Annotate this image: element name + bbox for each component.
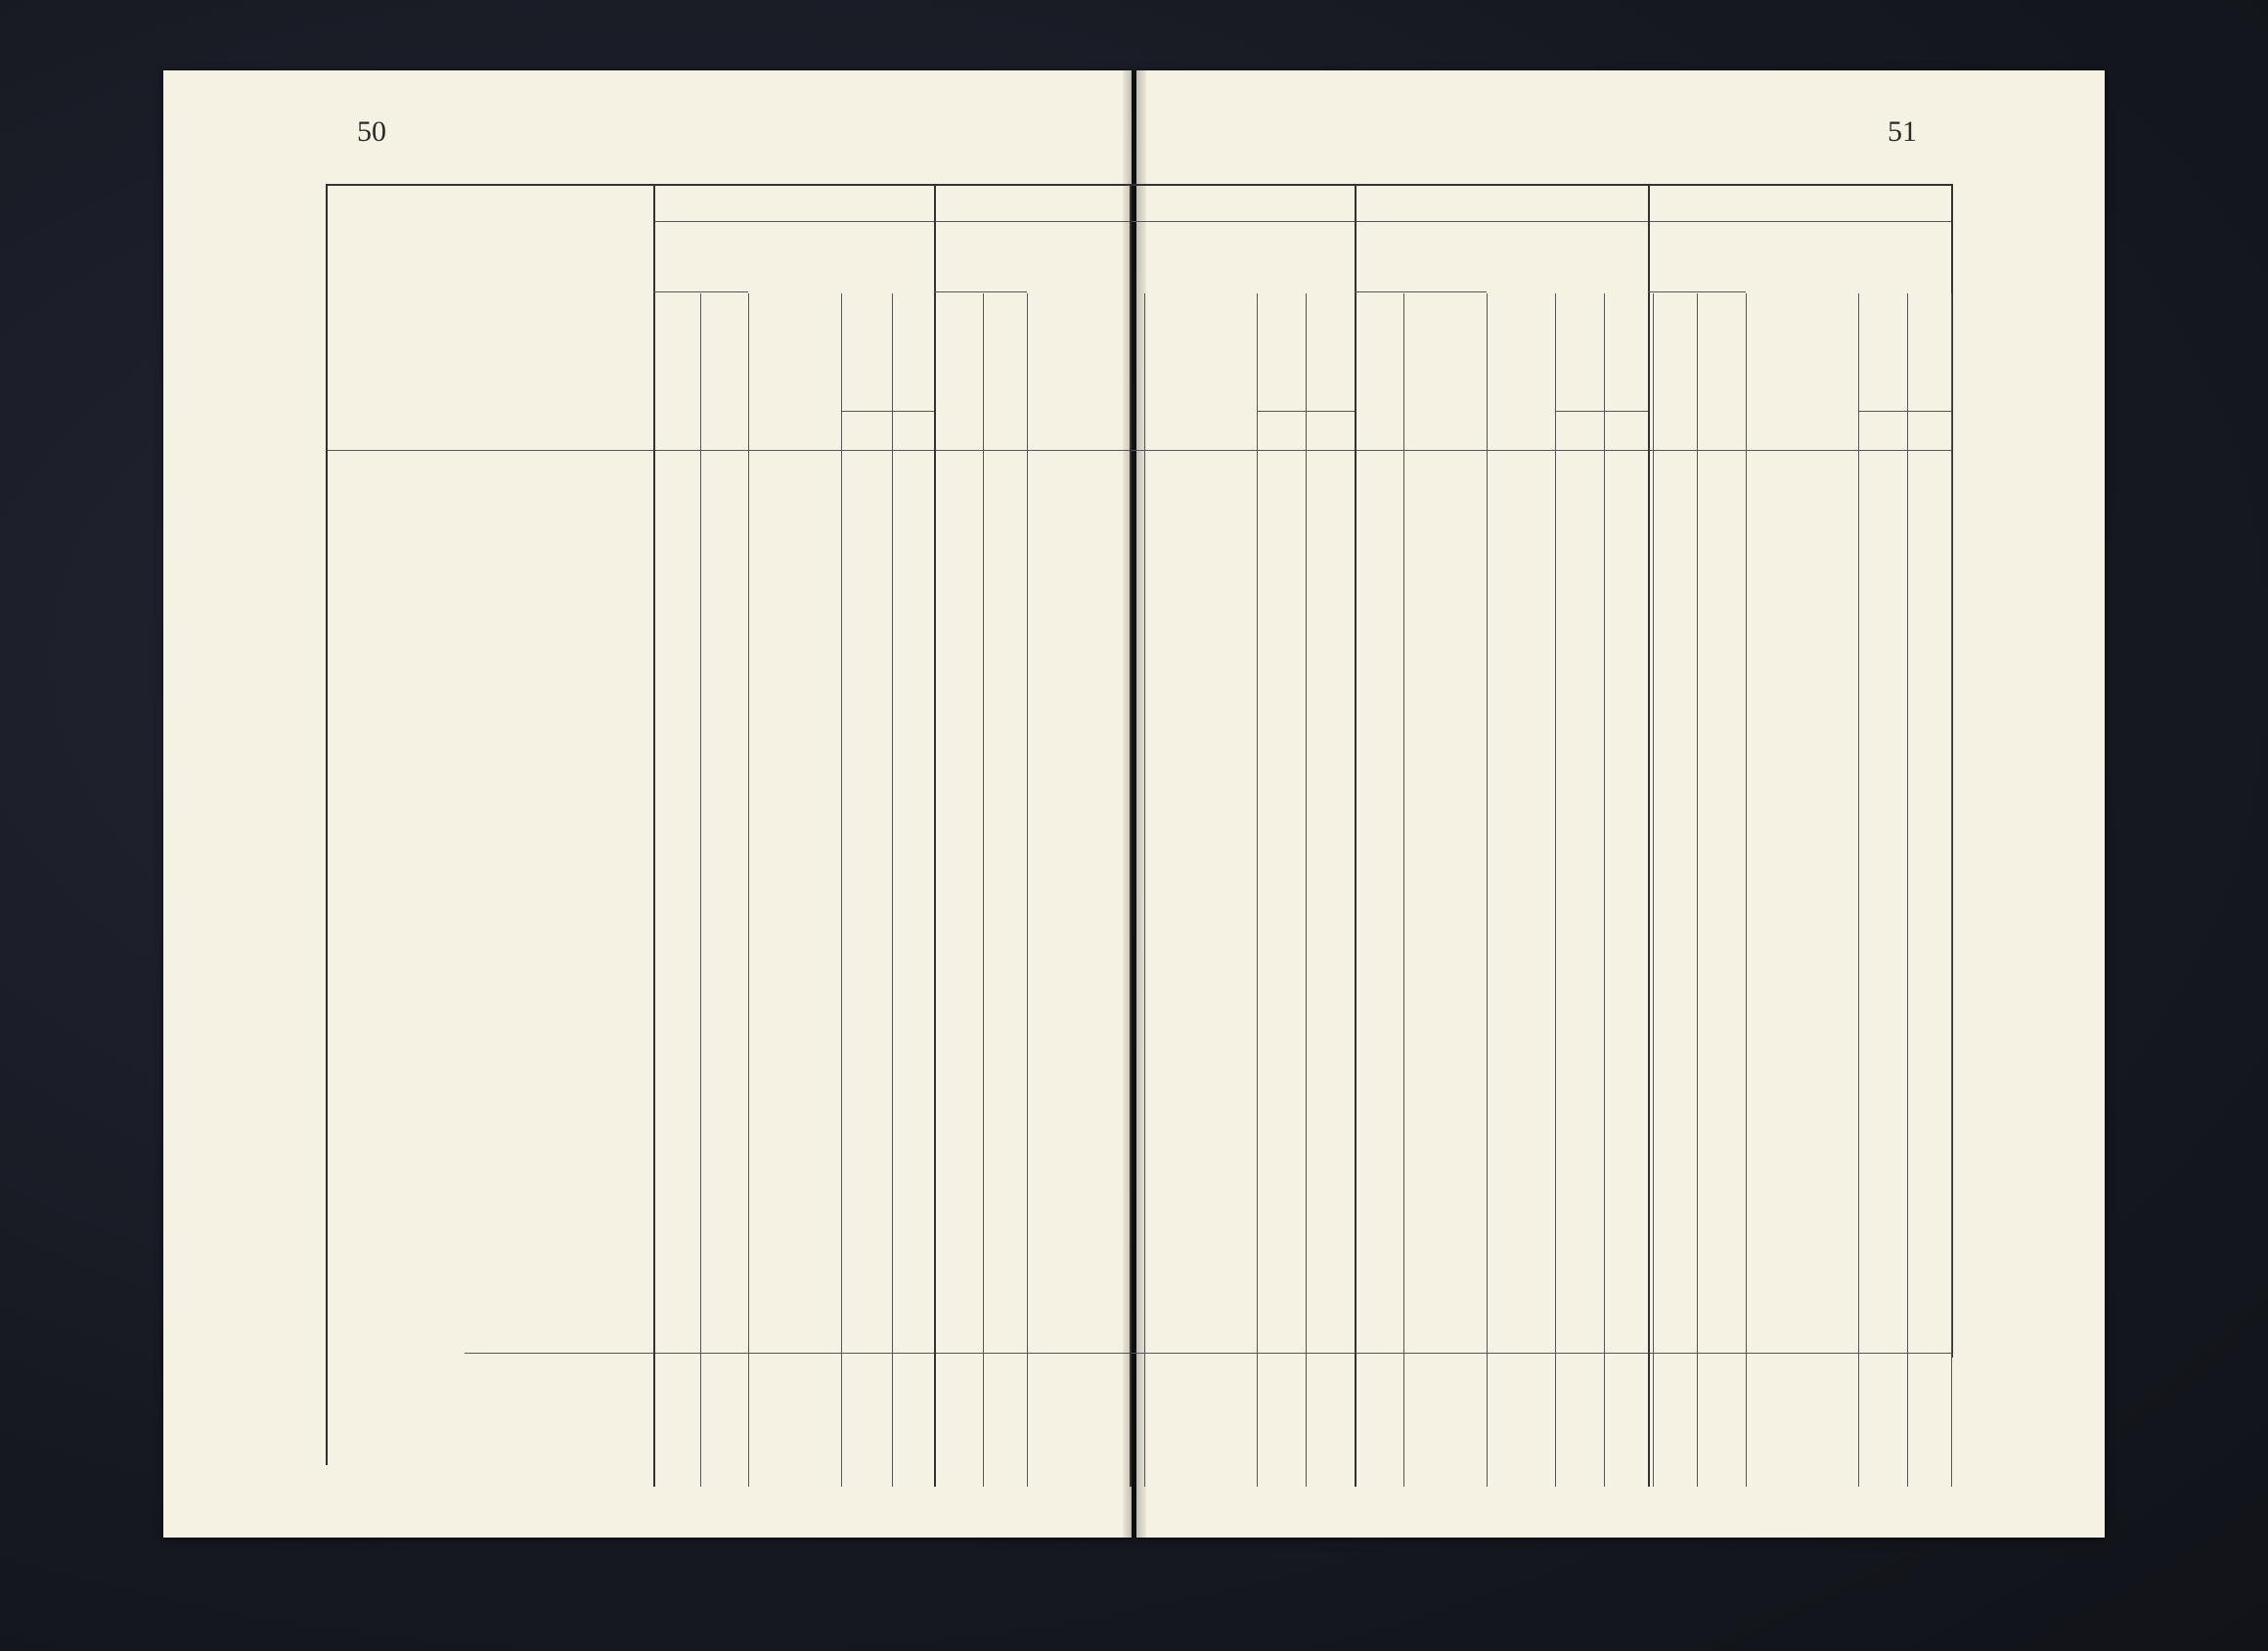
column-divider [1951,293,1952,1487]
column-divider [1487,293,1488,1487]
mf-rule [1257,411,1355,412]
group-divider [1648,184,1650,1487]
sub-rule [653,291,748,292]
header-bottom-rule [326,450,1951,451]
column-divider [892,293,893,1487]
column-divider [1306,293,1307,1487]
mf-rule [1858,411,1951,412]
right-page-number: 51 [1888,115,1917,148]
sub-rule [1355,291,1487,292]
column-divider [1555,293,1556,1487]
column-divider [700,293,701,1487]
sub-rule [934,291,1027,292]
column-divider [653,184,655,1487]
column-divider [1697,293,1698,1487]
left-page-number: 50 [357,115,386,148]
right-page [1136,70,2105,1538]
column-divider [1604,293,1605,1487]
mf-rule [841,411,934,412]
column-divider [1858,293,1859,1487]
column-divider [1907,293,1908,1487]
column-divider [1746,293,1747,1487]
sub-rule [1648,291,1746,292]
total-rule [465,1353,1951,1354]
column-divider [841,293,842,1487]
left-page [163,70,1132,1538]
column-divider [748,293,749,1487]
group-header-rule [653,221,1951,222]
group-divider [1130,184,1132,1487]
column-divider [1257,293,1258,1487]
column-divider [1653,293,1654,1487]
mf-rule [1555,411,1648,412]
column-divider [1144,293,1145,1487]
column-divider [1027,293,1028,1487]
table-left-border [326,184,328,1465]
column-divider [983,293,984,1487]
group-divider [934,184,936,1487]
group-divider [1355,184,1356,1487]
column-divider [1403,293,1404,1487]
table-top-border [326,184,1951,186]
book-gutter [1123,70,1146,1538]
